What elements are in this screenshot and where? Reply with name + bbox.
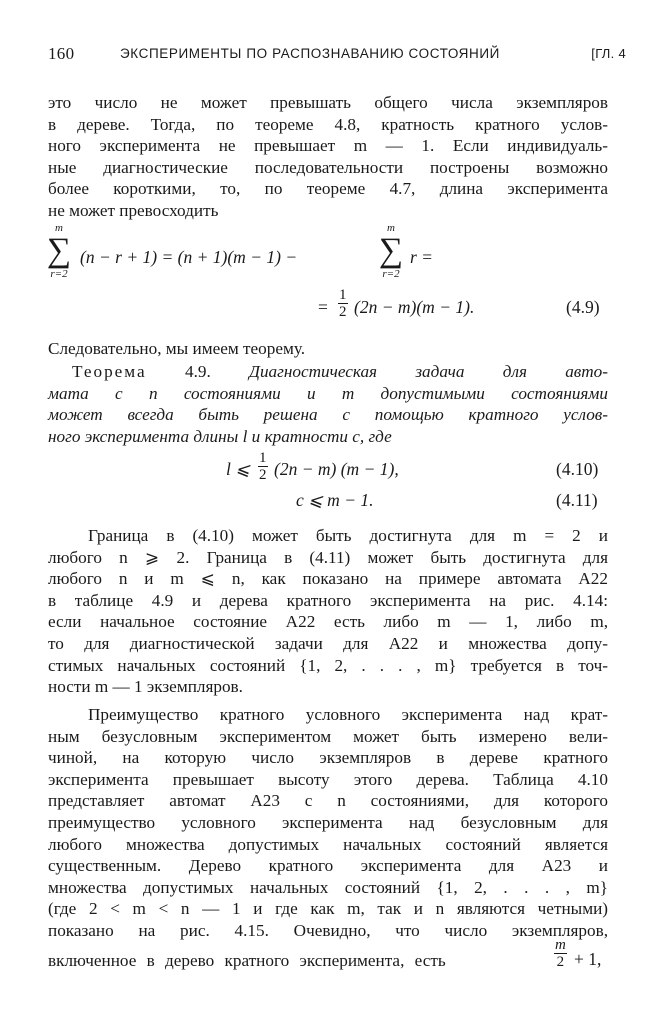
equation-text: c ⩽ m − 1. xyxy=(296,490,374,510)
text-line: если начальное состояние A22 есть либо m — 1, либо m, xyxy=(48,612,608,632)
text-line: в таблице 4.9 и дерева кратного эксперимента на рис. 4.14: xyxy=(48,590,608,610)
fraction-denominator: 2 xyxy=(259,467,267,483)
fraction xyxy=(554,937,567,970)
fraction xyxy=(258,450,268,483)
running-header xyxy=(48,44,626,66)
sigma-symbol: ∑ xyxy=(378,232,404,269)
text-line: Следовательно, мы имеем теорему. xyxy=(48,339,306,358)
sigma-symbol: ∑ xyxy=(46,232,72,269)
summation-1 xyxy=(44,222,74,280)
text-line: Граница в (4.10) может быть достигнута для m = 2 и xyxy=(88,526,608,545)
paragraph-2 xyxy=(48,338,608,360)
equation-number: (4.11) xyxy=(556,490,598,510)
equation-text: + 1, xyxy=(574,949,602,969)
text-line: преимущество условного эксперимента над безусловным для xyxy=(48,812,608,832)
fraction-numerator: 1 xyxy=(339,287,347,303)
theorem-4-9 xyxy=(48,361,608,447)
equation-text: r = xyxy=(410,247,433,267)
text-line xyxy=(48,361,608,383)
text-line: ного эксперимента длины l и кратности c, где xyxy=(48,426,392,446)
text-line: ные диагностические последовательности построены возможно xyxy=(48,157,608,177)
paragraph-4 xyxy=(48,704,608,942)
fraction xyxy=(338,287,348,320)
text-line: любого n ⩾ 2. Граница в (4.11) может быть достигнута для xyxy=(48,547,608,567)
page-number: 160 xyxy=(48,44,75,63)
equation-number: (4.9) xyxy=(566,297,600,317)
fraction-denominator: 2 xyxy=(339,304,347,320)
equation-text: (2n − m) (m − 1), xyxy=(274,459,399,479)
text-line: существенным. Дерево кратного эксперимента для A23 и xyxy=(48,856,608,876)
sum-upper-limit: m xyxy=(387,222,395,234)
text-line: стимых начальных состояний {1, 2, . . . , m} требуется в точ- xyxy=(48,655,608,675)
sum-lower-limit: r=2 xyxy=(382,268,400,280)
text-line: показано на рис. 4.15. Очевидно, что число экземпляров, xyxy=(48,920,608,940)
text-line: чиной, на которую число экземпляров в дереве кратного xyxy=(48,748,608,768)
theorem-text: Диагностическая задача для авто- xyxy=(249,362,608,381)
theorem-label: Теорема xyxy=(72,362,147,381)
text-line: включенное в дерево кратного эксперимента, есть xyxy=(48,951,446,970)
chapter-marker: [ГЛ. 4 xyxy=(591,46,626,61)
fraction-denominator: 2 xyxy=(556,954,565,970)
summation-2 xyxy=(376,222,406,280)
text-line: ности m — 1 экземпляров. xyxy=(48,677,243,697)
text-line: ного эксперимента не превышает m — 1. Если индивидуаль- xyxy=(48,136,608,156)
fraction-numerator: m xyxy=(555,937,566,953)
text-line: представляет автомат A23 с n состояниями, для которого xyxy=(48,791,608,811)
text-line: Преимущество кратного условного эксперимента над крат- xyxy=(88,705,608,724)
text-line: (где 2 < m < n — 1 и где как m, так и n являются четными) xyxy=(48,899,608,919)
paragraph-3 xyxy=(48,525,608,698)
text-line: более короткими, то, по теореме 4.7, длина эксперимента xyxy=(48,179,608,199)
text-line: множества допустимых начальных состояний {1, 2, . . . , m} xyxy=(48,877,608,897)
equation-text: = xyxy=(318,297,328,317)
sum-upper-limit: m xyxy=(55,222,63,234)
text-line: может всегда быть решена с помощью кратного услов- xyxy=(48,405,608,425)
fraction-numerator: 1 xyxy=(259,450,267,466)
text-line: эксперимента превышает высоту этого дерева. Таблица 4.10 xyxy=(48,769,608,789)
text-line: то для диагностической задачи для A22 и множества допу- xyxy=(48,633,608,653)
text-line: ным безусловным экспериментом может быть измерено вели- xyxy=(48,726,608,746)
running-title: ЭКСПЕРИМЕНТЫ ПО РАСПОЗНАВАНИЮ СОСТОЯНИЙ xyxy=(120,46,500,61)
theorem-number: 4.9. xyxy=(184,362,211,381)
equation-number: (4.10) xyxy=(556,459,599,479)
equation-text: l ⩽ xyxy=(226,459,250,479)
text-line: любого n и m ⩽ n, как показано на примере автомата A22 xyxy=(48,569,608,589)
text-line: это число не может превышать общего числа экземпляров xyxy=(48,93,608,112)
equation-text: (2n − m)(m − 1). xyxy=(354,297,475,317)
text-line: любого множества допустимых начальных состояний является xyxy=(48,834,608,854)
paragraph-1 xyxy=(48,92,608,222)
text-line: не может превосходить xyxy=(48,200,219,220)
sum-lower-limit: r=2 xyxy=(50,268,68,280)
text-line: в дереве. Тогда, по теореме 4.8, кратность кратного услов- xyxy=(48,114,608,134)
equation-text: (n − r + 1) = (n + 1)(m − 1) − xyxy=(80,247,298,267)
text-line: мата с n состояниями и m допустимыми состояниями xyxy=(48,383,608,403)
